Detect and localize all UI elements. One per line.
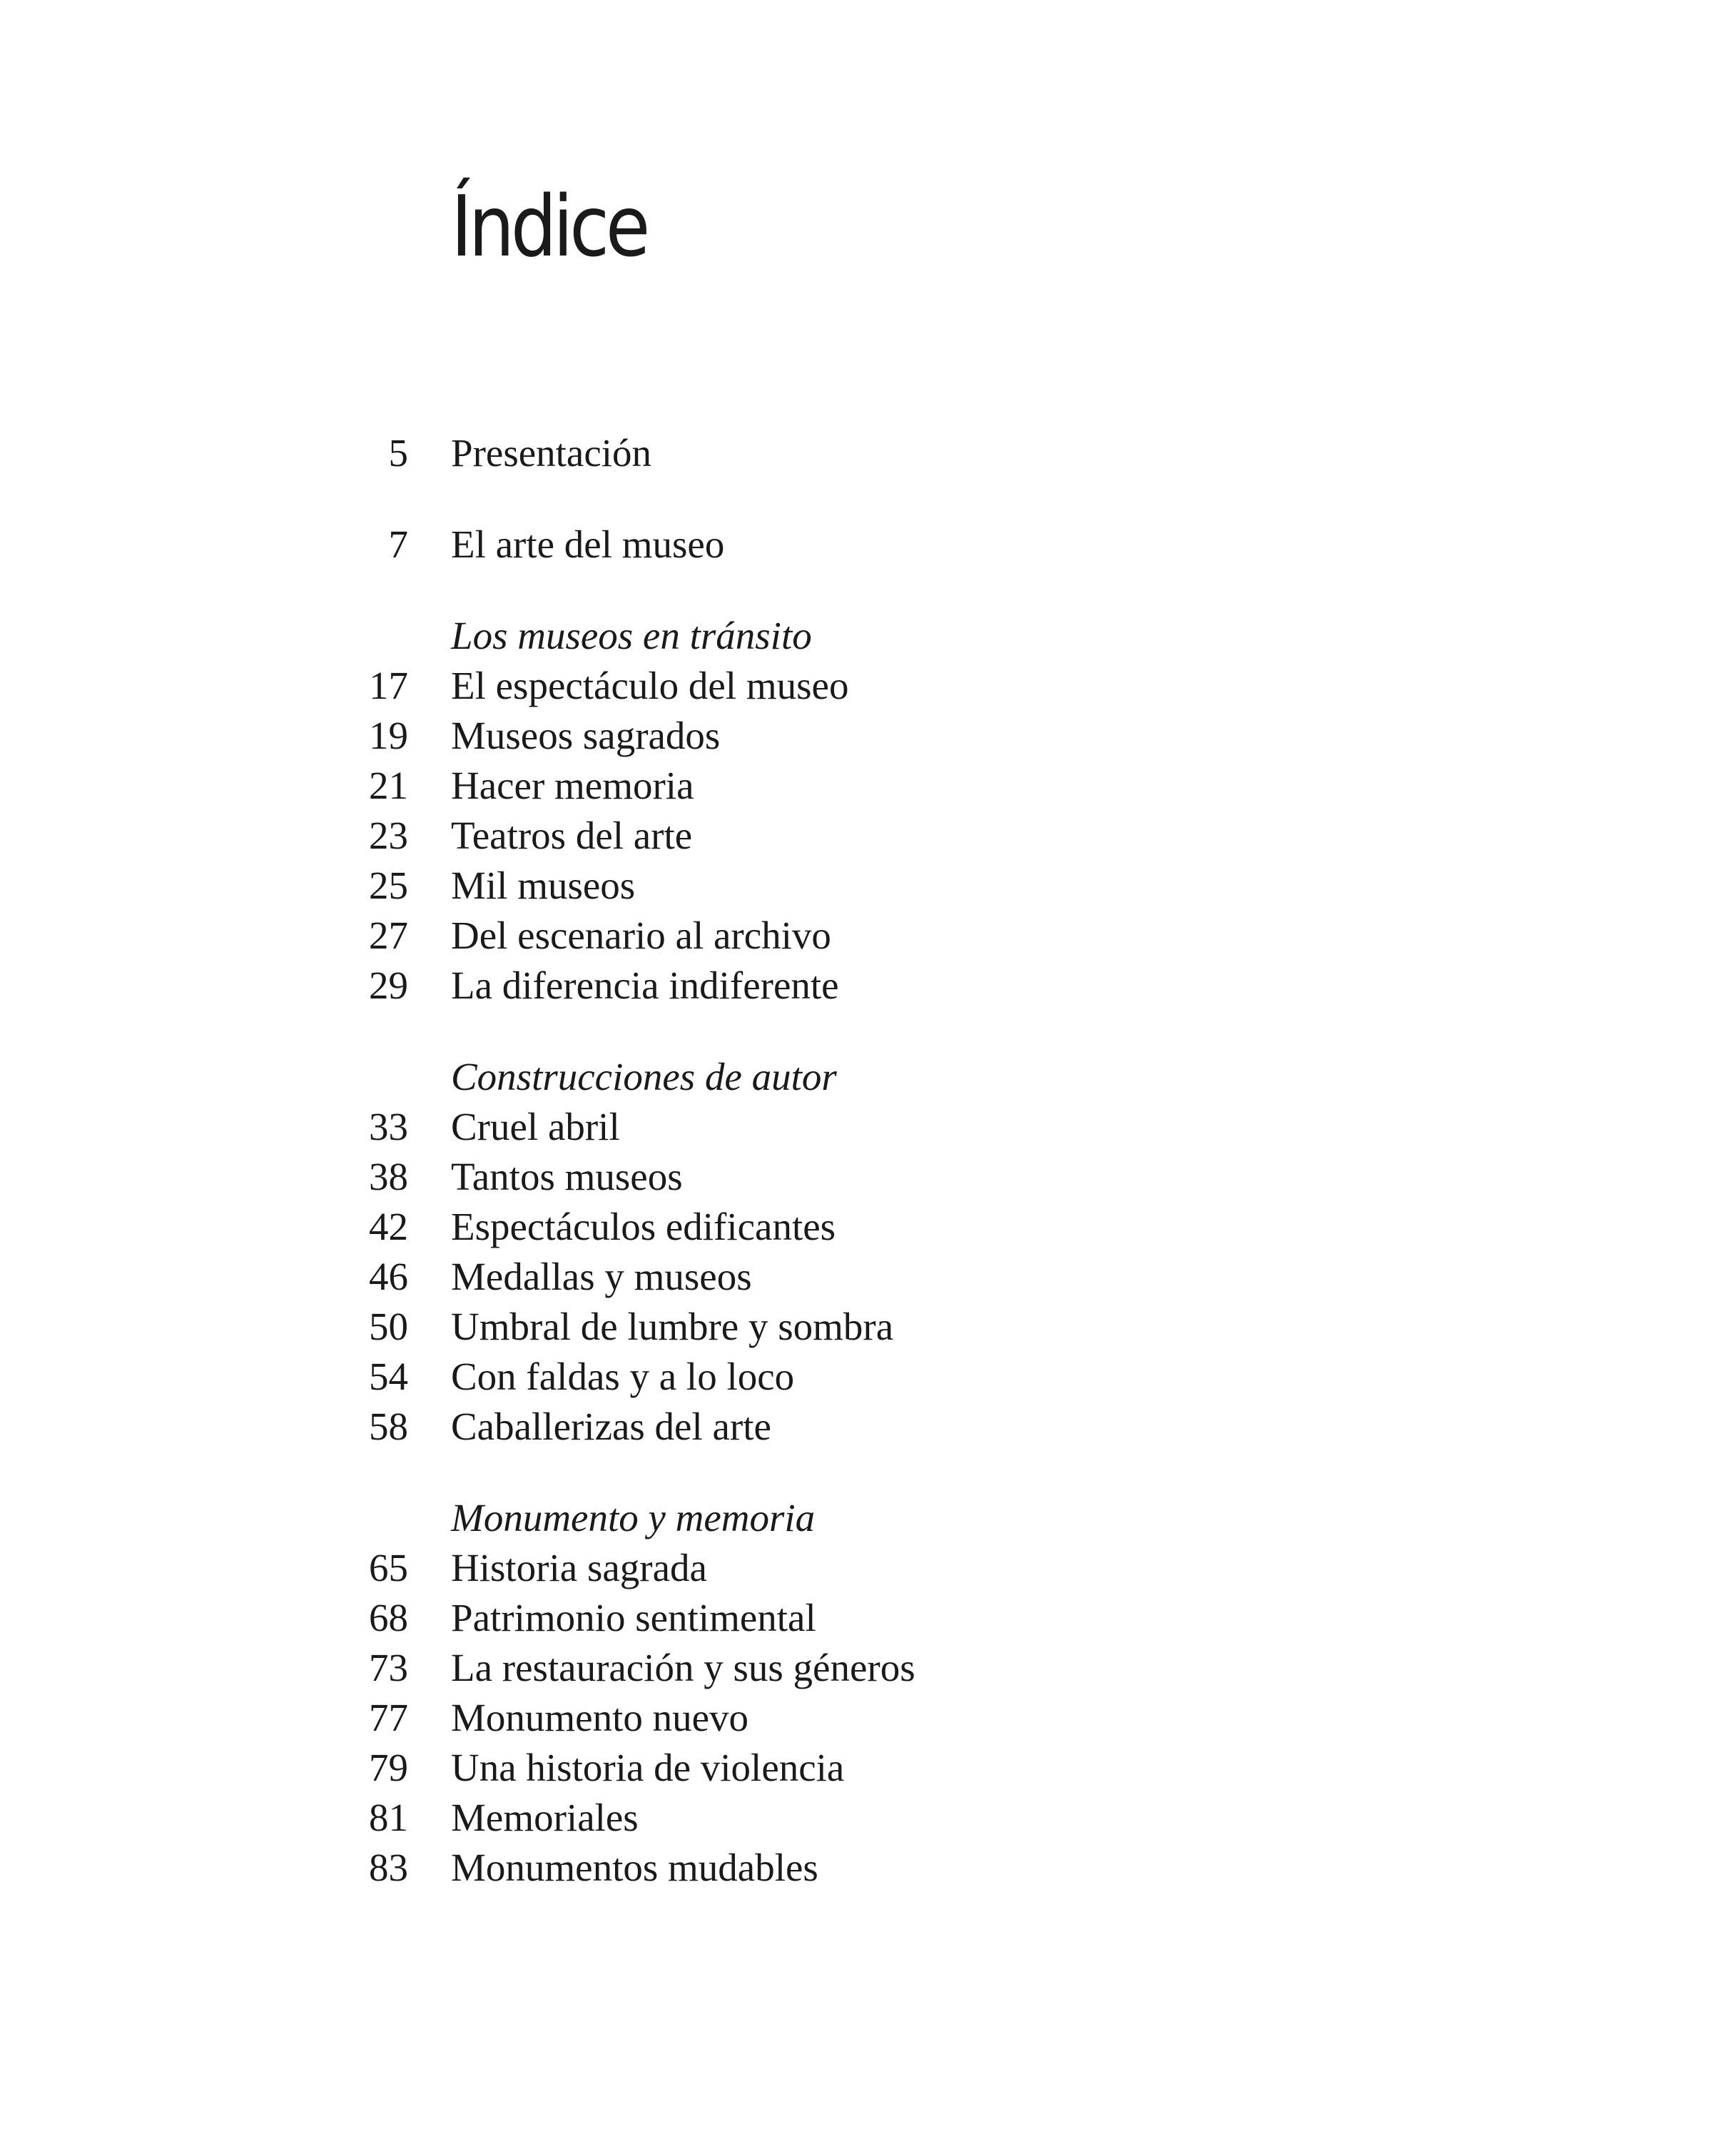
toc-entry <box>342 1252 1627 1302</box>
toc-entry <box>342 1102 1627 1152</box>
toc-entry <box>342 1843 1627 1893</box>
toc-entry-title: Teatros del arte <box>451 814 693 857</box>
toc-entry <box>342 1793 1627 1843</box>
toc-page-number: 42 <box>369 1205 408 1248</box>
toc-section-heading: Monumento y memoria <box>451 1496 816 1539</box>
toc-page-number: 65 <box>369 1546 408 1589</box>
toc-entry-title: Monumentos mudables <box>451 1846 818 1889</box>
toc-entry-title: Caballerizas del arte <box>451 1405 771 1448</box>
toc-entry-title: Medallas y museos <box>451 1255 752 1298</box>
toc-page-number: 5 <box>388 431 408 475</box>
toc-entry <box>342 761 1627 811</box>
toc-entry <box>342 1352 1627 1402</box>
toc-section-heading: Construcciones de autor <box>451 1055 837 1098</box>
toc-entry-title: Del escenario al archivo <box>451 914 831 957</box>
toc-entry <box>342 1302 1627 1352</box>
toc-entry <box>342 1693 1627 1743</box>
toc-entry-title: Una historia de violencia <box>451 1746 845 1789</box>
page-title: Índice <box>451 177 647 275</box>
toc-entry-title: Historia sagrada <box>451 1546 707 1589</box>
toc-page-number: 17 <box>369 664 408 707</box>
toc-entry <box>342 711 1627 761</box>
toc-entry <box>342 1593 1627 1643</box>
toc-entry-title: Patrimonio sentimental <box>451 1596 816 1639</box>
toc-entry <box>342 861 1627 911</box>
toc-entry-title: Umbral de lumbre y sombra <box>451 1305 894 1348</box>
toc-entry <box>342 661 1627 711</box>
toc-page-number: 58 <box>369 1405 408 1448</box>
toc-page-number: 19 <box>369 714 408 757</box>
toc-entry-title: Monumento nuevo <box>451 1696 749 1739</box>
toc-page-number: 33 <box>369 1105 408 1148</box>
toc-entry-title: Memoriales <box>451 1796 639 1839</box>
toc-page-number: 77 <box>369 1696 408 1739</box>
table-of-contents <box>342 428 1627 1893</box>
toc-entry <box>342 1202 1627 1252</box>
toc-entry <box>342 961 1627 1011</box>
toc-entry-title: Hacer memoria <box>451 764 694 807</box>
toc-page-number: 83 <box>369 1846 408 1889</box>
toc-entry-title: Espectáculos edificantes <box>451 1205 836 1248</box>
toc-page-number: 29 <box>369 964 408 1007</box>
toc-page-number: 7 <box>388 522 408 566</box>
toc-entry <box>342 1743 1627 1793</box>
toc-page-number: 81 <box>369 1796 408 1839</box>
toc-entry <box>342 428 1627 478</box>
toc-entry <box>342 520 1627 570</box>
toc-page-number: 21 <box>369 764 408 807</box>
toc-entry-title: El espectáculo del museo <box>451 664 849 707</box>
toc-entry <box>342 1402 1627 1452</box>
toc-page-number: 23 <box>369 814 408 857</box>
toc-entry-title: La diferencia indiferente <box>451 964 839 1007</box>
toc-entry <box>342 811 1627 861</box>
toc-entry <box>342 1152 1627 1202</box>
toc-entry-title: Con faldas y a lo loco <box>451 1355 795 1398</box>
toc-page-number: 73 <box>369 1646 408 1689</box>
toc-entry-title: Mil museos <box>451 864 636 907</box>
toc-section-heading: Los museos en tránsito <box>451 614 812 657</box>
toc-entry-title: Presentación <box>451 431 652 475</box>
toc-entry <box>342 1543 1627 1593</box>
toc-page-number: 50 <box>369 1305 408 1348</box>
toc-page-number: 38 <box>369 1155 408 1198</box>
toc-entry-title: El arte del museo <box>451 522 725 566</box>
toc-entry-title: Museos sagrados <box>451 714 721 757</box>
toc-page-number: 68 <box>369 1596 408 1639</box>
toc-entry <box>342 911 1627 961</box>
toc-entry-title: Tantos museos <box>451 1155 683 1198</box>
toc-entry-title: La restauración y sus géneros <box>451 1646 915 1689</box>
toc-page-number: 46 <box>369 1255 408 1298</box>
toc-page-number: 79 <box>369 1746 408 1789</box>
toc-entry-title: Cruel abril <box>451 1105 620 1148</box>
toc-page-number: 25 <box>369 864 408 907</box>
toc-entry <box>342 1643 1627 1693</box>
toc-page-number: 54 <box>369 1355 408 1398</box>
toc-page-number: 27 <box>369 914 408 957</box>
